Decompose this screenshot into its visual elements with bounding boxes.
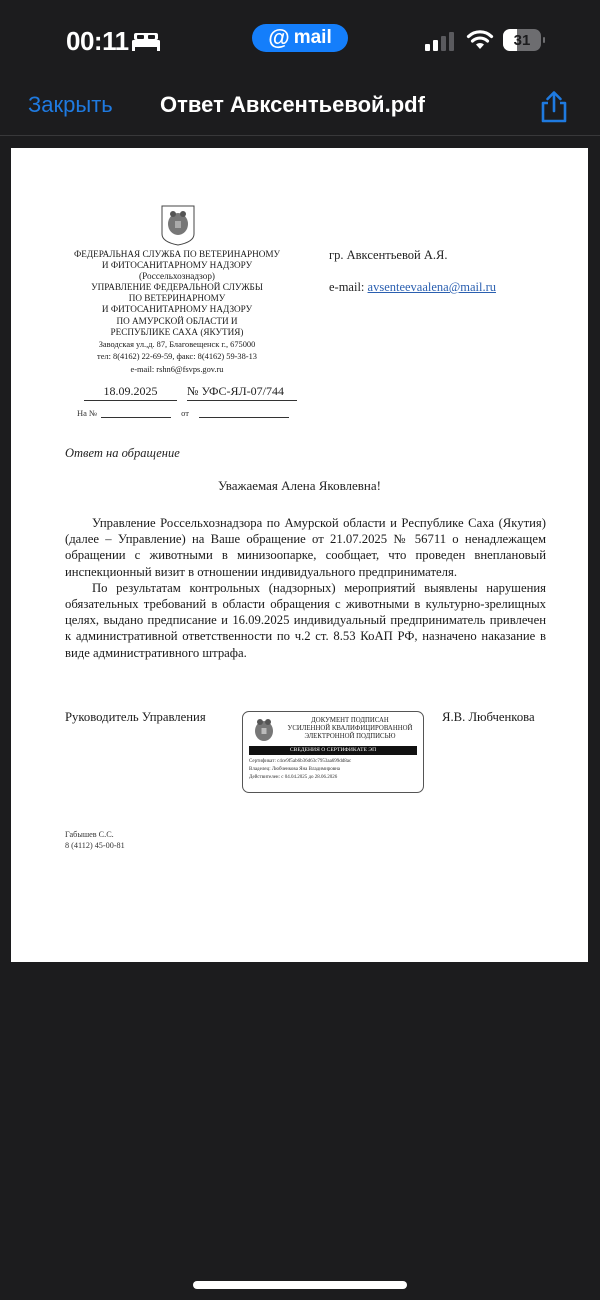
stamp-title-line: УСИЛЕННОЙ КВАЛИФИЦИРОВАННОЙ (287, 725, 413, 732)
nav-bar (0, 80, 600, 136)
sender-line: И ФИТОСАНИТАРНОМУ НАДЗОРУ (101, 304, 253, 315)
sender-block (61, 249, 293, 375)
ref-number-label: На № (77, 408, 98, 418)
battery-level: 31 (513, 31, 531, 49)
mail-pill-label: mail (293, 27, 332, 48)
russian-coat-of-arms-icon (253, 717, 275, 743)
sender-line: РЕСПУБЛИКЕ САХА (ЯКУТИЯ) (110, 326, 244, 337)
battery-indicator (503, 29, 545, 51)
ref-from-label: от (181, 408, 190, 418)
sender-phone: тел: 8(4162) 22-69-59, факс: 8(4162) 59-38-13 (97, 352, 257, 362)
status-time: 00:11 (66, 26, 129, 56)
sender-address: Заводская ул.,д. 87, Благовещенск г., 675000 (98, 339, 256, 349)
letter-subject: Ответ на обращение (65, 446, 180, 460)
recipient-name: гр. Авксентьевой А.Я. (329, 248, 448, 262)
recipient-email-link[interactable]: avsenteevaalena@mail.ru (367, 280, 496, 294)
sender-line: ФЕДЕРАЛЬНАЯ СЛУЖБА ПО ВЕТЕРИНАРНОМУ (73, 249, 281, 259)
stamp-certificate: Сертификат: c4ce9f5ab6b36d63c7953aa699dd8ac (249, 759, 352, 764)
recipient-email-line (329, 280, 496, 295)
electronic-signature-stamp (242, 711, 424, 793)
sender-email: e-mail: rshn6@fsvps.gov.ru (130, 364, 224, 374)
bed-icon (132, 31, 160, 51)
letter-body (65, 515, 546, 661)
signer-position: Руководитель Управления (65, 710, 206, 724)
reference-line (77, 408, 289, 418)
pdf-page[interactable] (11, 148, 588, 962)
stamp-owner: Владелец: Любченкова Яна Владимировна (249, 767, 341, 772)
sender-line: ПО ВЕТЕРИНАРНОМУ (128, 293, 226, 304)
at-icon: @ (268, 25, 290, 50)
registration-number: № УФС-ЯЛ-07/744 (187, 384, 297, 401)
stamp-certificate-header: СВЕДЕНИЯ О СЕРТИФИКАТЕ ЭП (249, 746, 417, 755)
sender-line: И ФИТОСАНИТАРНОМУ НАДЗОРУ (101, 260, 253, 271)
executor-phone: 8 (4112) 45-00-81 (65, 841, 125, 850)
cellular-signal-icon (425, 31, 459, 51)
stamp-title (277, 717, 423, 741)
mail-app-pill[interactable] (252, 24, 348, 52)
body-paragraph: Управление Россельхознадзора по Амурской области и Республике Саха (Якутия) (далее – Управление) на Ваше обращение от 21.07.2025 № 56711 о ненадлежащем обращении с животными в минизоопарке, сообщает, что проведен внеплановый инспекционный визит в отношении индивидуального предпринимателя. (65, 516, 546, 579)
registration-date: 18.09.2025 (84, 384, 177, 401)
home-indicator[interactable] (193, 1281, 407, 1289)
recipient-email-label: e-mail: (329, 280, 368, 294)
sender-line: УПРАВЛЕНИЕ ФЕДЕРАЛЬНОЙ СЛУЖБЫ (91, 282, 263, 293)
wifi-icon (466, 29, 494, 51)
signer-name: Я.В. Любченкова (442, 710, 535, 724)
sender-line: ПО АМУРСКОЙ ОБЛАСТИ И (116, 315, 238, 326)
stamp-details (249, 758, 419, 782)
body-paragraph: По результатам контрольных (надзорных) мероприятий выявлены нарушения обязательных требований в области обращения с животными в культурно-зрелищных целях, выдано предписание и 16.09.2025 индивидуальный предприниматель привлечен к административной ответственности по ч.2 ст. 8.53 КоАП РФ, назначено наказание в виде административного штрафа. (65, 580, 546, 660)
sender-line: (Россельхознадзор) (139, 271, 215, 282)
stamp-validity: Действителен: с 04.04.2025 до 28.06.2026 (249, 775, 338, 780)
stamp-title-line: ДОКУМЕНТ ПОДПИСАН (311, 717, 389, 724)
document-title: Ответ Авксентьевой.pdf (160, 92, 425, 117)
letter-greeting: Уважаемая Алена Яковлевна! (217, 478, 381, 493)
status-bar (0, 0, 600, 80)
close-button[interactable]: Закрыть (28, 92, 113, 117)
executor-name: Габышев С.С. (65, 830, 114, 839)
stamp-title-line: ЭЛЕКТРОННОЙ ПОДПИСЬЮ (304, 733, 396, 740)
russian-coat-of-arms-icon (160, 204, 196, 246)
executor-block (65, 829, 125, 851)
share-icon[interactable] (538, 90, 570, 124)
